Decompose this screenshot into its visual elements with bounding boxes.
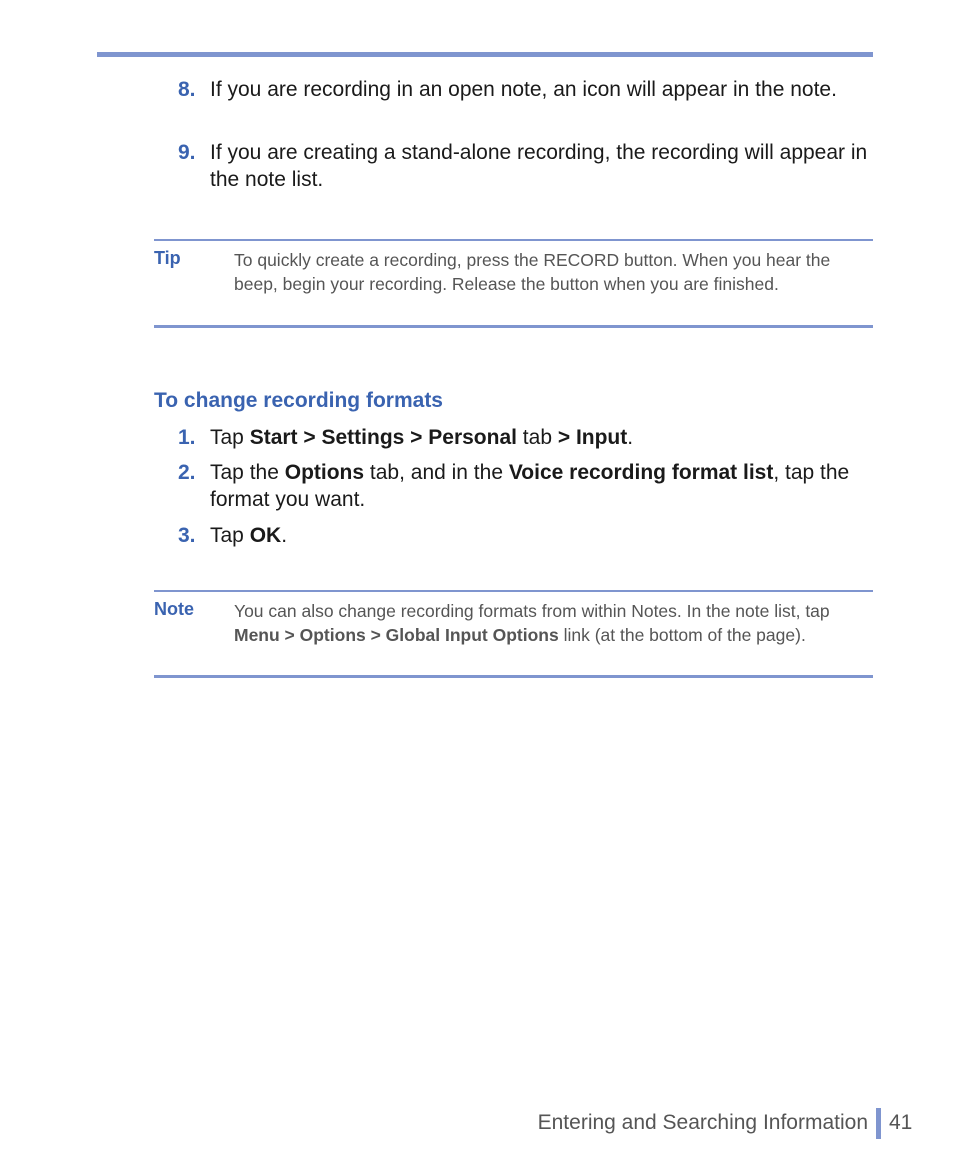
note-callout xyxy=(154,590,873,678)
step-number: 1. xyxy=(178,426,196,449)
tip-callout xyxy=(154,239,873,328)
ui-path: Start > Settings > Personal xyxy=(249,426,517,449)
ui-term: Options xyxy=(284,461,365,484)
header-rule xyxy=(97,52,873,57)
tip-label: Tip xyxy=(154,248,181,268)
step-number: 3. xyxy=(178,524,196,547)
step-3 xyxy=(178,522,873,550)
step-number: 9. xyxy=(178,141,196,164)
step-8 xyxy=(178,76,873,132)
footer-section-title: Entering and Searching Information xyxy=(537,1111,868,1134)
ui-term: OK xyxy=(249,524,282,547)
footer-divider xyxy=(876,1108,881,1139)
step-text: Tap OK. xyxy=(210,524,288,547)
step-9 xyxy=(178,139,873,195)
ui-path: Menu > Options > Global Input Options xyxy=(234,625,559,645)
note-label: Note xyxy=(154,599,194,619)
step-1 xyxy=(178,424,873,452)
step-text: If you are creating a stand-alone recording, the recording will appear in the note list. xyxy=(210,141,868,191)
step-number: 8. xyxy=(178,78,196,101)
section-heading: To change recording formats xyxy=(154,389,443,412)
ui-path: > Input xyxy=(557,426,628,449)
page-number: 41 xyxy=(889,1111,913,1134)
note-text: You can also change recording formats from within Notes. In the note list, tap Menu > Options > Global Input Options link (at the bottom of the page). xyxy=(234,601,830,645)
tip-text: To quickly create a recording, press the RECORD button. When you hear the beep, begin your recording. Release the button when you are finished. xyxy=(234,250,831,294)
step-text: If you are recording in an open note, an icon will appear in the note. xyxy=(210,78,837,101)
step-text: Tap Start > Settings > Personal tab > Input. xyxy=(210,426,634,449)
step-number: 2. xyxy=(178,461,196,484)
ui-term: Voice recording format list xyxy=(508,461,774,484)
step-2 xyxy=(178,459,873,515)
step-text: Tap the Options tab, and in the Voice recording format list, tap the format you want. xyxy=(210,461,850,511)
